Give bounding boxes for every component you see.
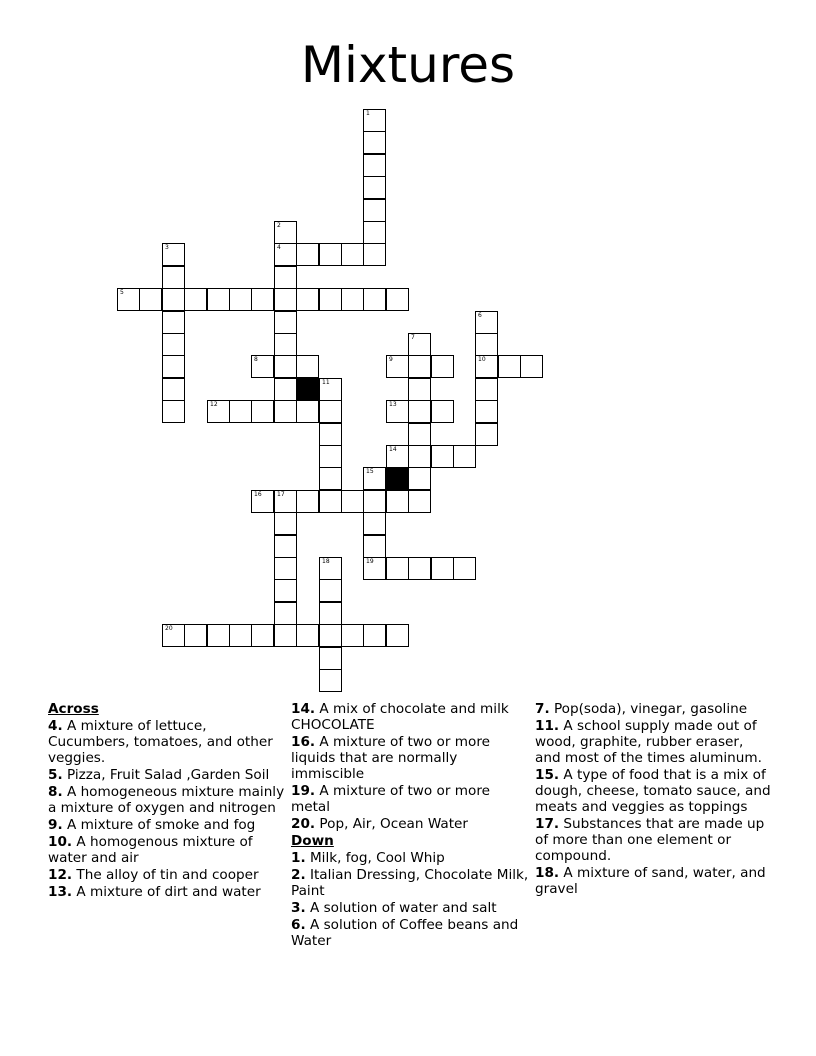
clue-item: [48, 834, 286, 866]
grid-cell[interactable]: [274, 490, 297, 513]
grid-cell[interactable]: [363, 154, 386, 177]
grid-cell[interactable]: [319, 243, 342, 266]
clue-item-text: A homogenous mixture of water and air: [48, 834, 253, 866]
clue-number: 6: [478, 312, 482, 319]
grid-cell[interactable]: [274, 243, 297, 266]
clue-item: [291, 867, 529, 899]
grid-cell[interactable]: [453, 557, 476, 580]
grid-cell[interactable]: [319, 378, 342, 401]
clue-number: 16: [254, 491, 262, 498]
clue-item: [291, 816, 529, 832]
grid-cell[interactable]: [274, 400, 297, 423]
grid-cell[interactable]: [319, 647, 342, 670]
page-title: Mixtures: [300, 36, 516, 94]
clue-item-text: A mixture of two or more metal: [291, 783, 490, 815]
grid-cell[interactable]: [274, 266, 297, 289]
clue-item-text: A mixture of dirt and water: [72, 884, 261, 900]
clue-number: 10: [478, 356, 486, 363]
clue-item: [291, 783, 529, 815]
clue-item: [48, 718, 286, 766]
grid-cell[interactable]: [408, 400, 431, 423]
grid-cell[interactable]: [207, 400, 230, 423]
clue-item: [535, 701, 773, 717]
grid-cell[interactable]: [319, 602, 342, 625]
grid-cell[interactable]: [251, 355, 274, 378]
clue-item-number: 6.: [291, 917, 306, 933]
clue-number: 8: [254, 356, 258, 363]
grid-cell[interactable]: [319, 557, 342, 580]
grid-cell[interactable]: [408, 423, 431, 446]
grid-cell[interactable]: [408, 378, 431, 401]
grid-cell[interactable]: [162, 311, 185, 334]
clue-section-heading: Across: [48, 701, 99, 717]
clue-item: [291, 850, 529, 866]
grid-cell[interactable]: [296, 490, 319, 513]
grid-cell[interactable]: [408, 445, 431, 468]
grid-cell[interactable]: [319, 467, 342, 490]
clue-item: [535, 816, 773, 864]
clue-item-text: A school supply made out of wood, graphite, rubber eraser, and most of the times aluminum.: [535, 718, 762, 766]
grid-cell[interactable]: [475, 333, 498, 356]
grid-cell[interactable]: [408, 467, 431, 490]
clue-item: [48, 867, 286, 883]
grid-cell[interactable]: [386, 445, 409, 468]
grid-cell[interactable]: [274, 624, 297, 647]
clue-item-text: Pizza, Fruit Salad ,Garden Soil: [62, 767, 270, 783]
clue-number: 2: [277, 222, 281, 229]
grid-cell[interactable]: [162, 378, 185, 401]
clue-item-text: A homogeneous mixture mainly a mixture of oxygen and nitrogen: [48, 784, 285, 816]
clue-item: [535, 865, 773, 897]
clue-number: 4: [277, 244, 281, 251]
clue-item-number: 20.: [291, 816, 316, 832]
clue-number: 17: [277, 491, 285, 498]
clue-item-text: A mixture of two or more liquids that are normally immiscible: [291, 734, 490, 782]
grid-cell[interactable]: [386, 400, 409, 423]
clue-item-text: Milk, fog, Cool Whip: [305, 850, 445, 866]
clue-section-heading: Down: [291, 833, 334, 849]
grid-cell[interactable]: [274, 221, 297, 244]
clue-item-text: A solution of Coffee beans and Water: [291, 917, 519, 949]
grid-cell[interactable]: [319, 445, 342, 468]
grid-cell[interactable]: [408, 355, 431, 378]
clue-number: 11: [322, 379, 330, 386]
grid-cell[interactable]: [274, 311, 297, 334]
grid-cell[interactable]: [207, 288, 230, 311]
clue-item-number: 13.: [48, 884, 73, 900]
clue-item-text: Pop(soda), vinegar, gasoline: [549, 701, 748, 717]
clue-item: [48, 784, 286, 816]
clue-item-text: A mix of chocolate and milk CHOCOLATE: [291, 701, 509, 733]
grid-cell[interactable]: [408, 490, 431, 513]
grid-cell[interactable]: [453, 445, 476, 468]
clue-number: 7: [411, 334, 415, 341]
clue-item-text: Pop, Air, Ocean Water: [315, 816, 469, 832]
clue-number: 3: [165, 244, 169, 251]
grid-cell[interactable]: [229, 624, 252, 647]
clue-item-number: 18.: [535, 865, 560, 881]
grid-cell[interactable]: [363, 243, 386, 266]
clue-item-number: 12.: [48, 867, 73, 883]
clue-number: 19: [366, 558, 374, 565]
grid-cell[interactable]: [296, 355, 319, 378]
clue-item: [291, 917, 529, 949]
grid-cell[interactable]: [139, 288, 162, 311]
grid-cell[interactable]: [363, 467, 386, 490]
black-square: [296, 378, 319, 401]
clue-item: [48, 884, 286, 900]
grid-cell[interactable]: [184, 624, 207, 647]
grid-cell[interactable]: [162, 400, 185, 423]
grid-cell[interactable]: [341, 624, 364, 647]
clue-item-number: 4.: [48, 718, 63, 734]
clue-item-number: 5.: [48, 767, 63, 783]
grid-cell[interactable]: [363, 512, 386, 535]
clue-item-number: 8.: [48, 784, 63, 800]
clue-item-number: 17.: [535, 816, 560, 832]
grid-cell[interactable]: [386, 557, 409, 580]
grid-cell[interactable]: [520, 355, 543, 378]
grid-cell[interactable]: [319, 579, 342, 602]
grid-cell[interactable]: [498, 355, 521, 378]
grid-cell[interactable]: [431, 355, 454, 378]
clue-number: 18: [322, 558, 330, 565]
grid-cell[interactable]: [274, 378, 297, 401]
grid-cell[interactable]: [184, 288, 207, 311]
grid-cell[interactable]: [296, 288, 319, 311]
grid-cell[interactable]: [363, 624, 386, 647]
grid-cell[interactable]: [363, 557, 386, 580]
grid-cell[interactable]: [162, 266, 185, 289]
clue-item-number: 10.: [48, 834, 73, 850]
grid-cell[interactable]: [363, 131, 386, 154]
grid-cell[interactable]: [117, 288, 140, 311]
grid-cell[interactable]: [296, 243, 319, 266]
grid-cell[interactable]: [274, 355, 297, 378]
clue-item-number: 7.: [535, 701, 550, 717]
grid-cell[interactable]: [274, 288, 297, 311]
clues-column-3: [535, 701, 773, 898]
grid-cell[interactable]: [475, 311, 498, 334]
grid-cell[interactable]: [319, 624, 342, 647]
grid-cell[interactable]: [475, 400, 498, 423]
clue-item-number: 15.: [535, 767, 560, 783]
grid-cell[interactable]: [251, 400, 274, 423]
clue-item: [535, 767, 773, 815]
clue-item-number: 11.: [535, 718, 560, 734]
clue-number: 14: [389, 446, 397, 453]
grid-cell[interactable]: [274, 512, 297, 535]
grid-cell[interactable]: [162, 624, 185, 647]
clue-item: [291, 734, 529, 782]
clue-number: 20: [165, 625, 173, 632]
clue-item-text: The alloy of tin and cooper: [72, 867, 259, 883]
grid-cell[interactable]: [229, 288, 252, 311]
clue-item-number: 14.: [291, 701, 316, 717]
grid-cell[interactable]: [386, 624, 409, 647]
grid-cell[interactable]: [319, 490, 342, 513]
clue-item-number: 9.: [48, 817, 63, 833]
clue-item-text: A solution of water and salt: [305, 900, 497, 916]
grid-cell[interactable]: [319, 423, 342, 446]
black-square: [386, 467, 409, 490]
clues-column-1: [48, 701, 286, 901]
grid-cell[interactable]: [386, 355, 409, 378]
grid-cell[interactable]: [251, 624, 274, 647]
grid-cell[interactable]: [363, 288, 386, 311]
clue-number: 12: [210, 401, 218, 408]
grid-cell[interactable]: [341, 288, 364, 311]
grid-cell[interactable]: [162, 288, 185, 311]
clue-item-number: 19.: [291, 783, 316, 799]
grid-cell[interactable]: [162, 243, 185, 266]
grid-cell[interactable]: [386, 288, 409, 311]
grid-cell[interactable]: [229, 400, 252, 423]
clue-number: 9: [389, 356, 393, 363]
grid-cell[interactable]: [274, 602, 297, 625]
clue-number: 15: [366, 468, 374, 475]
grid-cell[interactable]: [274, 579, 297, 602]
clue-item: [291, 701, 529, 733]
grid-cell[interactable]: [319, 288, 342, 311]
grid-cell[interactable]: [319, 669, 342, 692]
grid-cell[interactable]: [475, 423, 498, 446]
grid-cell[interactable]: [431, 557, 454, 580]
clue-number: 5: [120, 289, 124, 296]
clue-item: [535, 718, 773, 766]
clue-item-number: 2.: [291, 867, 306, 883]
grid-cell[interactable]: [341, 243, 364, 266]
grid-cell[interactable]: [296, 624, 319, 647]
grid-cell[interactable]: [162, 355, 185, 378]
clue-item-number: 16.: [291, 734, 316, 750]
grid-cell[interactable]: [475, 355, 498, 378]
clue-item-text: Substances that are made up of more than one element or compound.: [535, 816, 765, 864]
clue-item: [48, 767, 286, 783]
grid-cell[interactable]: [386, 490, 409, 513]
grid-cell[interactable]: [296, 400, 319, 423]
clue-item-text: Italian Dressing, Chocolate Milk, Paint: [291, 867, 529, 899]
clue-number: 13: [389, 401, 397, 408]
clue-item-text: A mixture of lettuce, Cucumbers, tomatoes, and other veggies.: [48, 718, 273, 766]
grid-cell[interactable]: [431, 400, 454, 423]
grid-cell[interactable]: [274, 535, 297, 558]
grid-cell[interactable]: [363, 109, 386, 132]
grid-cell[interactable]: [363, 199, 386, 222]
grid-cell[interactable]: [408, 333, 431, 356]
grid-cell[interactable]: [274, 333, 297, 356]
clue-item-number: 3.: [291, 900, 306, 916]
grid-cell[interactable]: [363, 221, 386, 244]
clue-item-text: A mixture of sand, water, and gravel: [535, 865, 766, 897]
clue-item: [48, 817, 286, 833]
grid-cell[interactable]: [162, 333, 185, 356]
grid-cell[interactable]: [475, 378, 498, 401]
grid-cell[interactable]: [363, 535, 386, 558]
clue-item-text: A mixture of smoke and fog: [62, 817, 256, 833]
grid-cell[interactable]: [408, 557, 431, 580]
grid-cell[interactable]: [207, 624, 230, 647]
grid-cell[interactable]: [251, 490, 274, 513]
clue-item: [291, 900, 529, 916]
grid-cell[interactable]: [363, 490, 386, 513]
clue-item-number: 1.: [291, 850, 306, 866]
grid-cell[interactable]: [274, 557, 297, 580]
grid-cell[interactable]: [319, 400, 342, 423]
clue-item-text: A type of food that is a mix of dough, cheese, tomato sauce, and meats and veggies as toppings: [535, 767, 771, 815]
grid-cell[interactable]: [363, 176, 386, 199]
grid-cell[interactable]: [431, 445, 454, 468]
grid-cell[interactable]: [251, 288, 274, 311]
grid-cell[interactable]: [341, 490, 364, 513]
clues-column-2: [291, 701, 529, 950]
clue-number: 1: [366, 110, 370, 117]
